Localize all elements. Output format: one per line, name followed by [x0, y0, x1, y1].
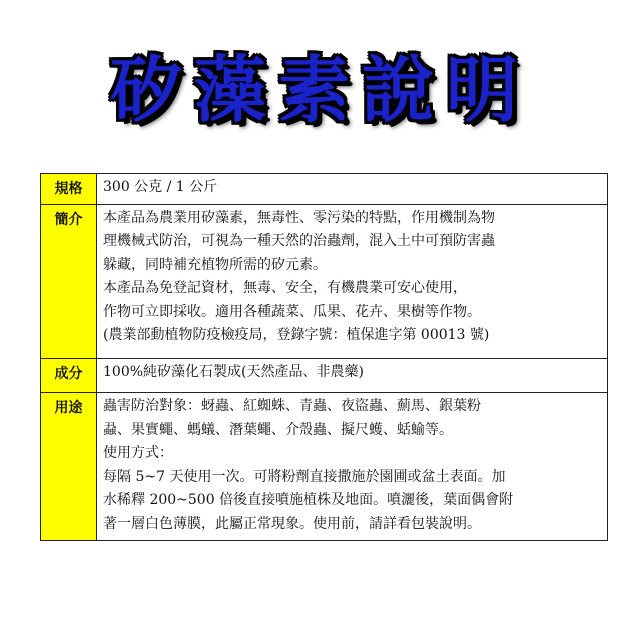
usage-line: 使用方式： — [103, 445, 173, 461]
usage-line: 蝨、果實蠅、螞蟻、潛葉蠅、介殼蟲、擬尺蠖、蛞蝓等。 — [103, 421, 453, 438]
table-row-spec — [41, 174, 608, 205]
usage-line: 著一層白色薄膜，此屬正常現象。使用前，請詳看包裝說明。 — [103, 515, 481, 532]
row-label-usage: 用途 — [41, 393, 97, 541]
intro-line: 作物可立即採收。適用各種蔬菜、瓜果、花卉、果樹等作物。 — [103, 303, 481, 320]
usage-line: 蟲害防治對象：蚜蟲、紅蜘蛛、青蟲、夜盜蟲、薊馬、銀葉粉 — [103, 398, 481, 414]
spec-line: 300 公克 / 1 公斤 — [103, 179, 218, 195]
title-banner — [0, 40, 640, 140]
table-row-usage — [41, 393, 608, 541]
ingredients-line: 100%純矽藻化石製成(天然產品、非農藥) — [103, 363, 364, 380]
intro-line: 本產品為免登記資材，無毒、安全，有機農業可安心使用， — [103, 280, 467, 296]
row-label-spec: 規格 — [41, 174, 97, 205]
row-content-ingredients — [97, 358, 608, 393]
row-content-usage — [97, 393, 608, 541]
usage-line: 水稀釋 200~500 倍後直接噴施植株及地面。噴灑後，葉面偶會附 — [103, 492, 514, 508]
intro-line: 本產品為農業用矽藻素，無毒性、零污染的特點，作用機制為物 — [103, 209, 495, 226]
row-content-intro — [97, 204, 608, 358]
usage-line: 每隔 5~7 天使用一次。可將粉劑直接撒施於園圃或盆土表面。加 — [103, 468, 506, 485]
table-row-ingredients — [41, 358, 608, 393]
table-row-intro — [41, 204, 608, 358]
row-content-spec — [97, 174, 608, 205]
row-label-intro: 簡介 — [41, 204, 97, 358]
intro-line: (農業部動植物防疫檢疫局，登錄字號：植保進字第 00013 號) — [103, 327, 490, 343]
intro-line: 理機械式防治，可視為一種天然的治蟲劑，混入土中可預防害蟲 — [103, 233, 495, 249]
intro-line: 躲藏，同時補充植物所需的矽元素。 — [103, 256, 327, 273]
page-title: 矽藻素說明 — [109, 48, 530, 132]
row-label-ingredients: 成分 — [41, 358, 97, 393]
spec-table — [40, 173, 608, 541]
